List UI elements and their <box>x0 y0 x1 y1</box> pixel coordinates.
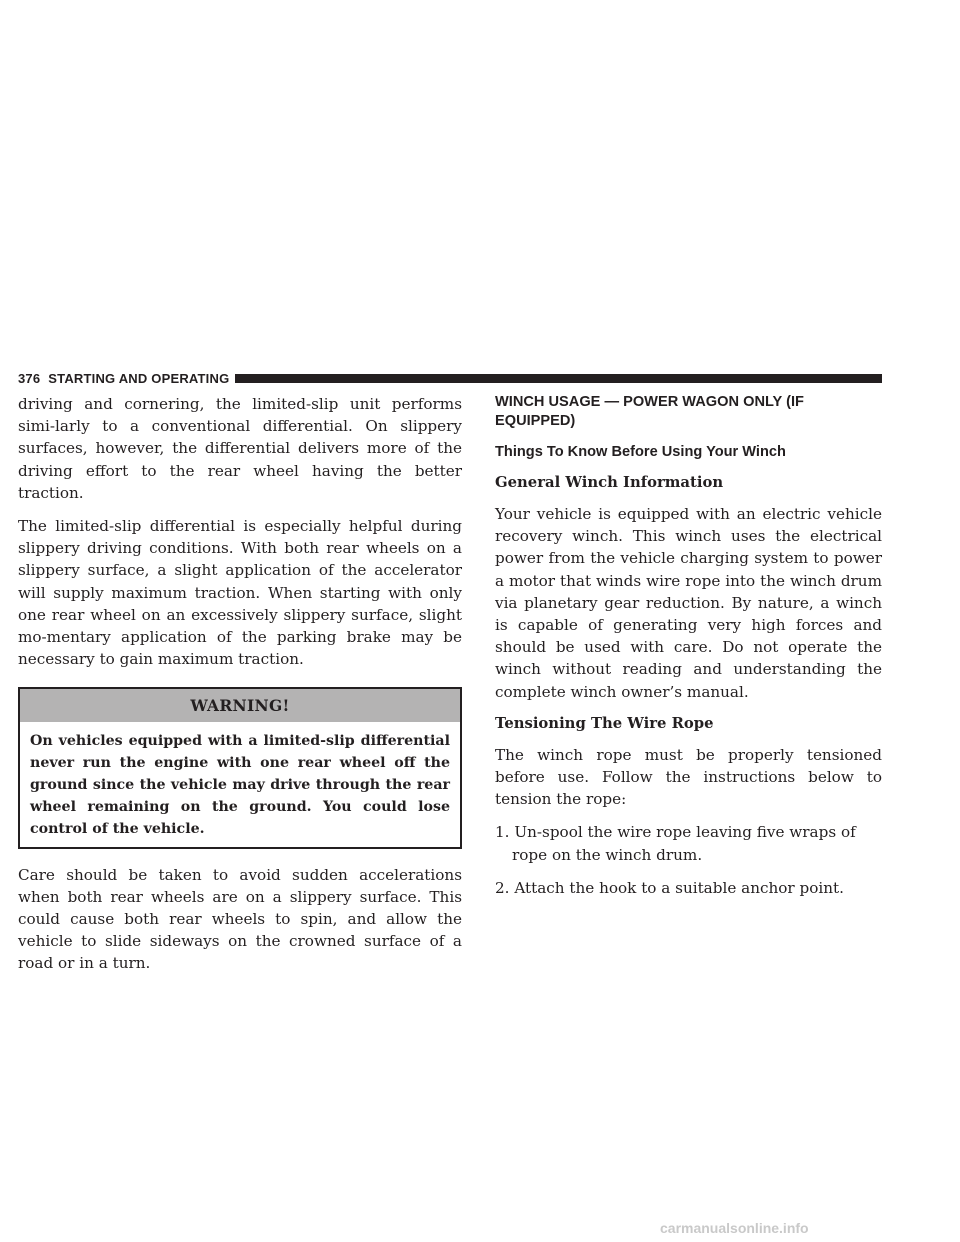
paragraph: The limited-slip differential is especially helpful during slippery driving conditions. With both rear wheels on a slippery surface, a slight application of the accelerator will supply maximum traction. When starting with only one rear wheel on an excessively slippery surface, slight mo-mentary application of the parking brake may be necessary to gain maximum traction. <box>18 517 462 669</box>
watermark: carmanualsonline.info <box>660 1220 809 1236</box>
steps-list <box>495 821 882 899</box>
warning-text: On vehicles equipped with a limited-slip differential never run the engine with one rear wheel off the ground since the vehicle may drive through the rear wheel remaining on the ground. You could lose control of the vehicle. <box>30 732 450 838</box>
page-number: 376 <box>18 370 41 386</box>
paragraph: driving and cornering, the limited-slip unit performs simi-larly to a conventional differential. On slippery surfaces, however, the differential delivers more of the driving effort to the rear wheel having the better traction. <box>18 395 462 502</box>
section-heading: WINCH USAGE — POWER WAGON ONLY (IF EQUIPPED) <box>495 394 804 429</box>
page-header <box>18 370 882 386</box>
section-title: STARTING AND OPERATING <box>48 370 230 386</box>
left-column <box>18 393 462 986</box>
warning-box <box>18 687 462 848</box>
tensioning-text: The winch rope must be properly tensioned before use. Follow the instructions below to tension the rope: <box>495 745 882 809</box>
list-item: 1. Un-spool the wire rope leaving five wraps of rope on the winch drum. <box>495 823 856 864</box>
header-rule <box>235 374 882 383</box>
right-column <box>495 393 882 910</box>
tensioning-title: Tensioning The Wire Rope <box>495 714 714 732</box>
subheading: Things To Know Before Using Your Winch <box>495 444 786 460</box>
paragraph: Care should be taken to avoid sudden accelerations when both rear wheels are on a slippery surface. This could cause both rear wheels to spin, and allow the vehicle to slide sideways on the crowned surface of a road or in a turn. <box>18 865 462 973</box>
general-info-text: Your vehicle is equipped with an electric vehicle recovery winch. This winch uses the electrical power from the vehicle charging system to power a motor that winds wire rope into the winch drum via planetary gear reduction. By nature, a winch is capable of generating very high forces and should be used with care. Do not operate the winch without reading and understanding the complete winch owner’s manual. <box>495 505 882 701</box>
list-item: 2. Attach the hook to a suitable anchor point. <box>495 878 844 897</box>
general-info-title: General Winch Information <box>495 474 724 491</box>
warning-title: WARNING! <box>20 689 460 721</box>
